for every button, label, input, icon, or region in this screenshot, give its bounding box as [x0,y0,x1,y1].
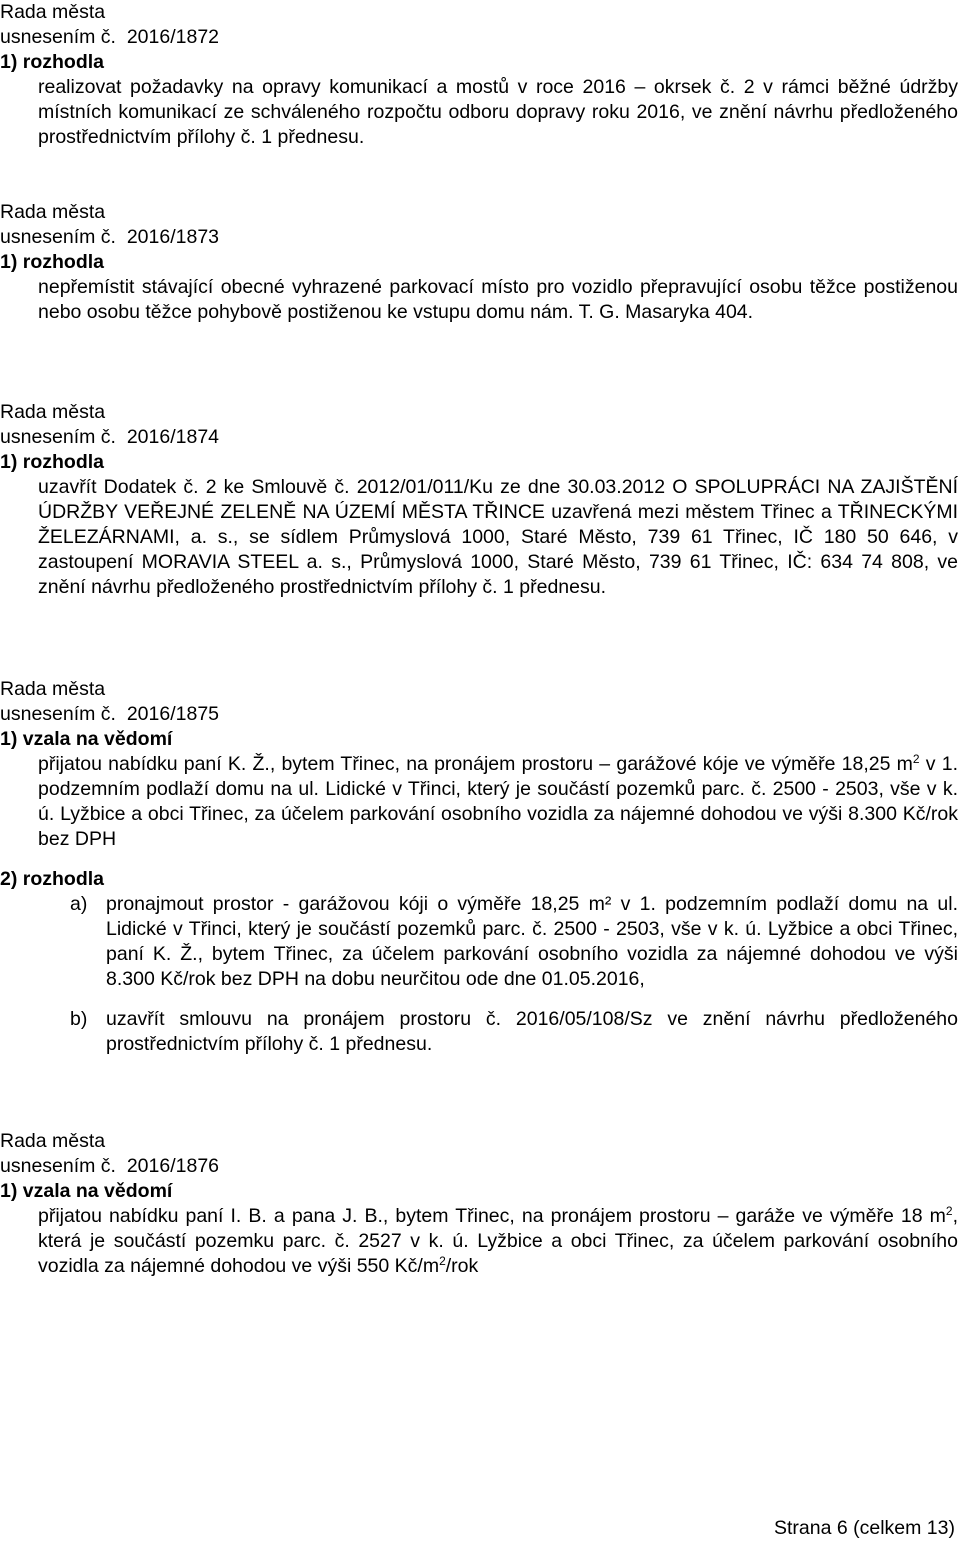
resolution-2016-1876 [0,1129,960,1279]
resolution-2016-1873 [0,200,960,325]
resolution-number-line [0,25,960,50]
council-label: Rada města [0,401,106,423]
decision-items [38,892,958,1057]
resolution-number-line [0,425,960,450]
point-heading: 1) vzala na vědomí [0,1180,173,1202]
resolution-number: 2016/1872 [126,26,220,48]
resolution-label: usnesením č. [0,703,116,725]
point-heading: 2) rozhodla [0,868,105,890]
list-item [70,892,958,992]
resolution-number-line [0,225,960,250]
resolution-number: 2016/1873 [126,226,220,248]
resolution-label: usnesením č. [0,426,116,448]
point-text: uzavřít Dodatek č. 2 ke Smlouvě č. 2012/01/011/Ku ze dne 30.03.2012 O SPOLUPRÁCI NA ZAJIŠTĚNÍ ÚDRŽBY VEŘEJNÉ ZELENĚ NA ÚZEMÍ MĚSTA TŘINCE uzavřená mezi městem Třinec a TŘINECKÝMI ŽELEZÁRNAMI, a. s., se sídlem Průmyslová 1000, Staré Město, 739 61 Třinec, IČ 180 50 646, v zastoupení MORAVIA STEEL a. s., Průmyslová 1000, Staré Město, 739 61 Třinec, IČ: 634 74 808, ve znění návrhu předloženého prostřednictvím přílohy č. 1 přednesu. [38,476,958,598]
point-heading: 1) vzala na vědomí [0,728,173,750]
resolution-2016-1874 [0,400,960,600]
council-label: Rada města [0,201,106,223]
point-text: přijatou nabídku paní I. B. a pana J. B., bytem Třinec, na pronájem prostoru – garáže ve výměře 18 $m^2$, která je součástí pozemku parc. č. 2527 v k. ú. Lyžbice a obci Třinec, za účelem parkování osobního vozidla za nájemné dohodou ve výši 550 $Kč/m^2$/rok [38,1204,958,1277]
resolution-2016-1872 [0,0,960,150]
point-text: nepřemístit stávající obecné vyhrazené parkovací místo pro vozidlo přepravující osobu těžce postiženou nebo osobu těžce pohybově postiženou ke vstupu domu nám. T. G. Masaryka 404. [38,276,958,323]
page-footer: Strana 6 (celkem 13) [774,1517,955,1539]
council-label: Rada města [0,1,106,23]
resolution-label: usnesením č. [0,226,116,248]
resolution-2016-1875 [0,677,960,1057]
list-item [70,1007,958,1057]
point-heading: 1) rozhodla [0,51,105,73]
point-text: přijatou nabídku paní K. Ž., bytem Třinec, na pronájem prostoru – garážové kóje ve výměře 18,25 $m^2$ v 1. podzemním podlaží domu na ul. Lidické v Třinci, který je součástí pozemků parc. č. 2500 - 2503, vše v k. ú. Lyžbice a obci Třinec, za účelem parkování osobního vozidla za nájemné dohodou ve výši 8.300 Kč/rok bez DPH [38,752,958,850]
resolution-label: usnesením č. [0,26,116,48]
resolution-number: 2016/1874 [126,426,220,448]
item-label: a) [70,893,88,915]
resolution-number-line [0,1154,960,1179]
resolution-number-line [0,702,960,727]
resolution-number: 2016/1876 [126,1155,220,1177]
point-heading: 1) rozhodla [0,451,105,473]
item-text: pronajmout prostor - garážovou kóji o výměře 18,25 m² v 1. podzemním podlaží domu na ul. Lidické v Třinci, který je součástí pozemků parc. č. 2500 - 2503, vše v k. ú. Lyžbice a obci Třinec, paní K. Ž., bytem Třinec, za účelem parkování osobního vozidla za nájemné dohodou ve výši 8.300 Kč/rok bez DPH na dobu neurčitou ode dne 01.05.2016, [106,893,958,990]
council-label: Rada města [0,678,106,700]
item-label: b) [70,1008,88,1030]
item-text: uzavřít smlouvu na pronájem prostoru č. 2016/05/108/Sz ve znění návrhu předloženého prostřednictvím přílohy č. 1 přednesu. [106,1008,958,1055]
resolution-number: 2016/1875 [126,703,220,725]
point-text: realizovat požadavky na opravy komunikací a mostů v roce 2016 – okrsek č. 2 v rámci běžné údržby místních komunikací ze schváleného rozpočtu odboru dopravy roku 2016, ve znění návrhu předloženého prostřednictvím přílohy č. 1 přednesu. [38,76,958,148]
resolution-label: usnesením č. [0,1155,116,1177]
point-heading: 1) rozhodla [0,251,105,273]
council-label: Rada města [0,1130,106,1152]
